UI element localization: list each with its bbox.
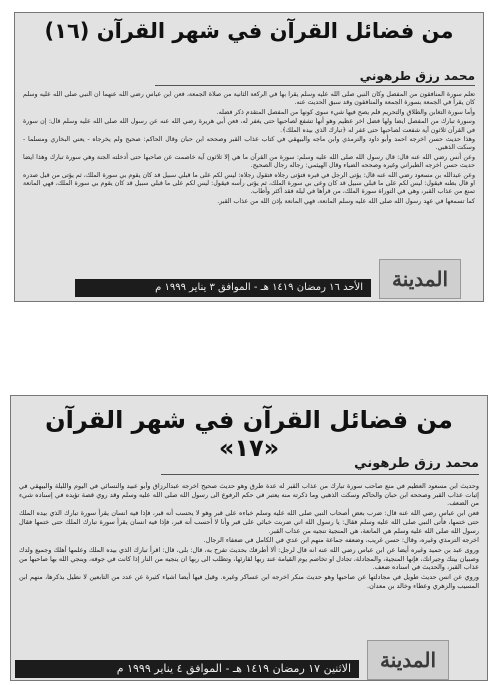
author-name: محمد رزق طرهوني [354, 456, 479, 471]
paragraph: وروى عبد بن حميد وغيره أيضا عن ابن عباس رضي الله عنه انه قال لرجل: ألا أطرفك بحديث تفرح به، قال: بلى، قال: اقرأ تبارك الذي بيده الملك وعلمها أهلك وجميع ولدك وصبيان بيتك وجيرانك، فإنها المنجية، والمجادلة، تجادل او تخاصم يوم القيامة عند ربها لقارئها، وتطلب الى ربها ان ينجيه من النار إذا كانت في جوفه، وينجي الله بها صاحبها من عذاب القبر، والحديث في اسناده ضعف. [19, 545, 479, 572]
paragraph: وحديث ابن مسعود العظيم في منع صاحب سورة تبارك من عذاب القبر له عدة طرق وهو حديث صحيح اخرجه عبدالرزاق وأبو عبيد والنسائي في اليوم والليلة والبيهقي في إثبات عذاب القبر وصححه ابن حبان والحاكم وسكت الذهبي وما ذكرته منه يعتبر في حكم الرفوع الى رسول الله صلى الله عليه وسلم وقد روي قصة تؤيده في إسناده شيء من الضعف. [19, 482, 479, 508]
article-clipping-17 [10, 395, 488, 681]
publication-dateline: الأحد ١٦ رمضان ١٤١٩ هـ - الموافق ٣ يناير ١٩٩٩ م [75, 279, 371, 297]
newspaper-logo [379, 259, 461, 299]
article-body [19, 482, 479, 648]
article-title: من فضائل القرآن في شهر القرآن «١٧» [45, 406, 453, 462]
article-body [23, 91, 475, 259]
paragraph: وعن عبدالله بن مسعود رضي الله عنه قال: يؤتى الرجل في قبره فتؤتى رجلاه فتقول رجلاه: ليس لكم على ما قبلي سبيل قد كان يقوم بي سورة الملك، ثم يؤتى من قبل صدره او قال بطنه فيقول: ليس لكم على ما قبلي سبيل قد كان وعى بي سورة الملك، ثم يؤتى رأسه فيقول: ليس لكم على ما قبلي سبيل قد كان يقوم بي سورة الملك، فهي المانعة تمنع من عذاب القبر، وهي في التوراة سورة الملك، من قرأها في ليلة فقد أكثر وأطاب. [23, 171, 475, 196]
divider [161, 474, 479, 475]
publication-dateline: الاثنين ١٧ رمضان ١٤١٩ هـ - الموافق ٤ يناير ١٩٩٩ م [15, 660, 359, 678]
paragraph: تعلم سورة المنافقون من المفصل وكان النبي صلى الله عليه وسلم يقرأ بها في الركعة الثانية من صلاة الجمعة، فعن ابن عباس رضي الله عنهما أن النبي صلى الله عليه وسلم كان يقرأ في الجمعة بسورة الجمعة والمنافقون وقد سبق الحديث عنه. [23, 91, 475, 107]
article-clipping-16 [14, 12, 484, 302]
paragraph: وروي عن انس حديث طويل في مجادلتها عن صاحبها وهو حديث منكر اخرجه ابن عساكر وغيره. وقيل فيها أيضا اشياء كثيرة عن عدد من التابعين لا نطيل بذكرها، منهم ابن المسيب والزهري وعطاء وخالد بن معدان. [19, 573, 479, 590]
paragraph: وسورة تبارك من المفصل ايضا ولها فضل اخر عظيم وهو أنها تشفع لصاحبها حتى يغفر له، فعن أبي هريرة رضي الله عنه عن رسول الله صلى الله عليه وسلم قال: إن سورة في القرآن ثلاثون آية شفعت لصاحبها حتى غفر له ﴿تبارك الذي بيده الملك﴾. [23, 118, 475, 134]
paragraph: وعن أنس رضي الله عنه قال: قال رسول الله صلى الله عليه وسلم: سورة من القرآن ما هي إلا ثلاثون آية خاصمت عن صاحبها حتى أدخلته الجنة وهي سورة تبارك وهذا ايضا حديث حسن اخرجه الطبراني وغيره وصححه الضياء وقال الهيثمي: رجاله رجال الصحيح. [23, 153, 475, 170]
author-name: محمد رزق طرهوني [359, 69, 475, 83]
newspaper-logo [367, 640, 449, 680]
logo-wordmark: المدينة [379, 648, 437, 672]
paragraph: فعن ابن عباس رضي الله عنه قال: ضرب بعض أصحاب النبي صلى الله عليه وسلم خباءه على قبر وهو لا يحسب أنه قبر، فإذا فيه انسان يقرأ سورة تبارك الذي بيده الملك حتى ختمها، فأتى النبي صلى الله عليه وسلم فقال: يا رسول الله اني ضربت خبائي على قبر وأنا لا أحسب أنه قبر، فإذا فيه انسان يقرأ سورة تبارك الملك حتى ختمها فقال رسول الله صلى الله عليه وسلم هي المانعة، هي المنجية تنجيه من عذاب القبر. [19, 509, 479, 535]
paragraph: وهذا حديث حسن اخرجه احمد وأبو داود والترمذي وابن ماجه والبيهقي في كتاب عذاب القبر وصححه ابن حبان وقال الحاكم: صحيح ولم يخرجاه - يعني البخاري ومسلما - وسكت الذهبي. [23, 136, 475, 152]
paragraph: وأما سورة التغابن والطلاق والتحريم فلم يصح فيها شيء سوى كونها من المفصل المتقدم ذكر فضله. [216, 108, 475, 116]
article-title: من فضائل القرآن في شهر القرآن (١٦) [44, 19, 454, 43]
logo-wordmark: المدينة [391, 267, 449, 291]
divider [155, 85, 475, 86]
paragraph: كما تسمعها في عهد رسول الله صلى الله عليه وسلم المانعة، فهي المانعة بإذن الله من عذاب القبر. [217, 197, 475, 205]
paragraph: اخرجه الترمذي وغيره، وقال: حسن غريب، وضعفه جماعة منهم ابن عدي في الكامل في ضعفاء الرجال. [203, 536, 479, 545]
